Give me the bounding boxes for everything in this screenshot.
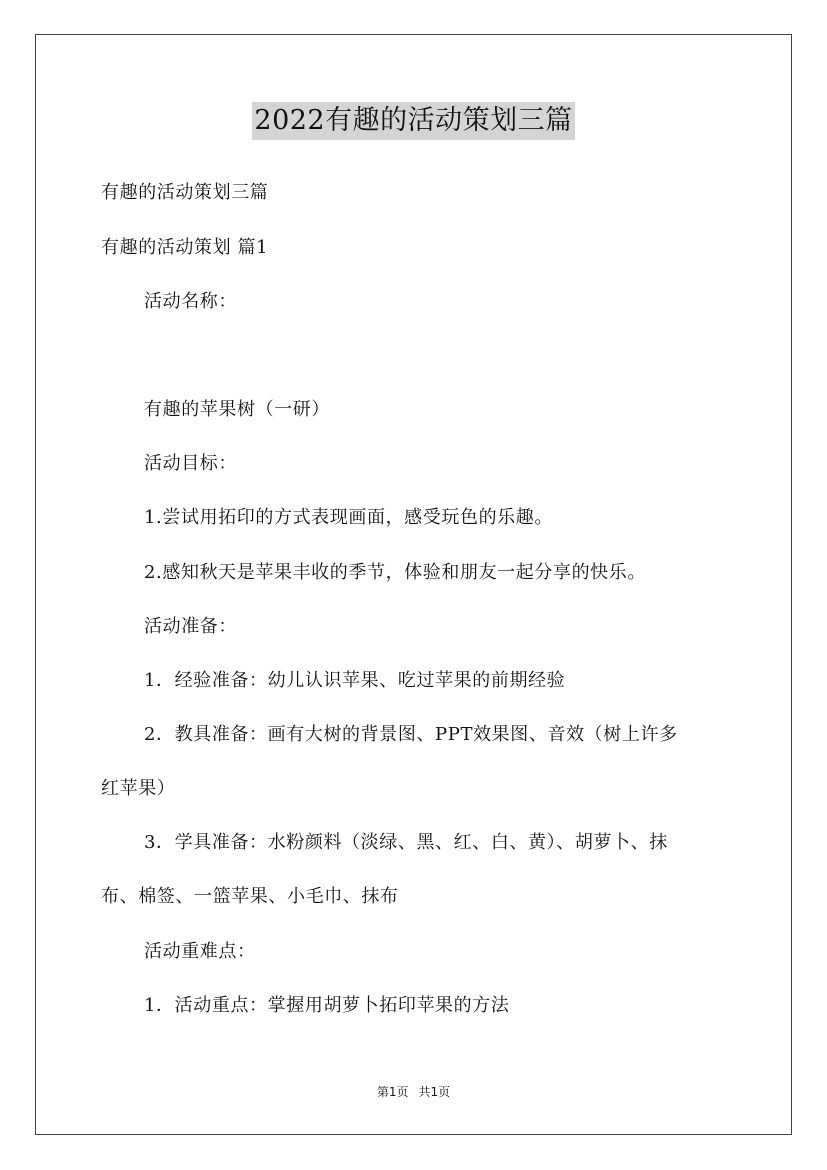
title-container (0, 102, 827, 140)
body-line: 有趣的活动策划三篇 (101, 182, 269, 203)
page-number-total: 共1页 (418, 1085, 451, 1099)
body-line: 2.感知秋天是苹果丰收的季节，体验和朋友一起分享的快乐。 (144, 562, 646, 583)
page-number-current: 第1页 (376, 1085, 409, 1099)
body-line: 1．经验准备：幼儿认识苹果、吃过苹果的前期经验 (144, 670, 566, 691)
body-line: 3．学具准备：水粉颜料（淡绿、黑、红、白、黄）、胡萝卜、抹 (144, 832, 668, 853)
body-line: 活动重难点： (144, 941, 256, 962)
body-line: 布、棉签、一篮苹果、小毛巾、抹布 (101, 886, 399, 907)
body-line: 有趣的活动策划 篇1 (101, 237, 269, 258)
page-footer (0, 1083, 827, 1101)
document-title: 2022有趣的活动策划三篇 (252, 102, 574, 140)
body-line: 1.尝试用拓印的方式表现画面，感受玩色的乐趣。 (144, 507, 553, 528)
body-line: 活动目标： (144, 453, 237, 474)
body-line: 有趣的苹果树（一研） (144, 399, 330, 420)
body-line: 2．教具准备：画有大树的背景图、PPT效果图、音效（树上许多 (144, 724, 678, 745)
body-line: 红苹果） (101, 778, 176, 799)
body-line: 活动名称： (144, 291, 237, 312)
body-line: 1．活动重点：掌握用胡萝卜拓印苹果的方法 (144, 995, 510, 1016)
body-line: 活动准备： (144, 616, 237, 637)
